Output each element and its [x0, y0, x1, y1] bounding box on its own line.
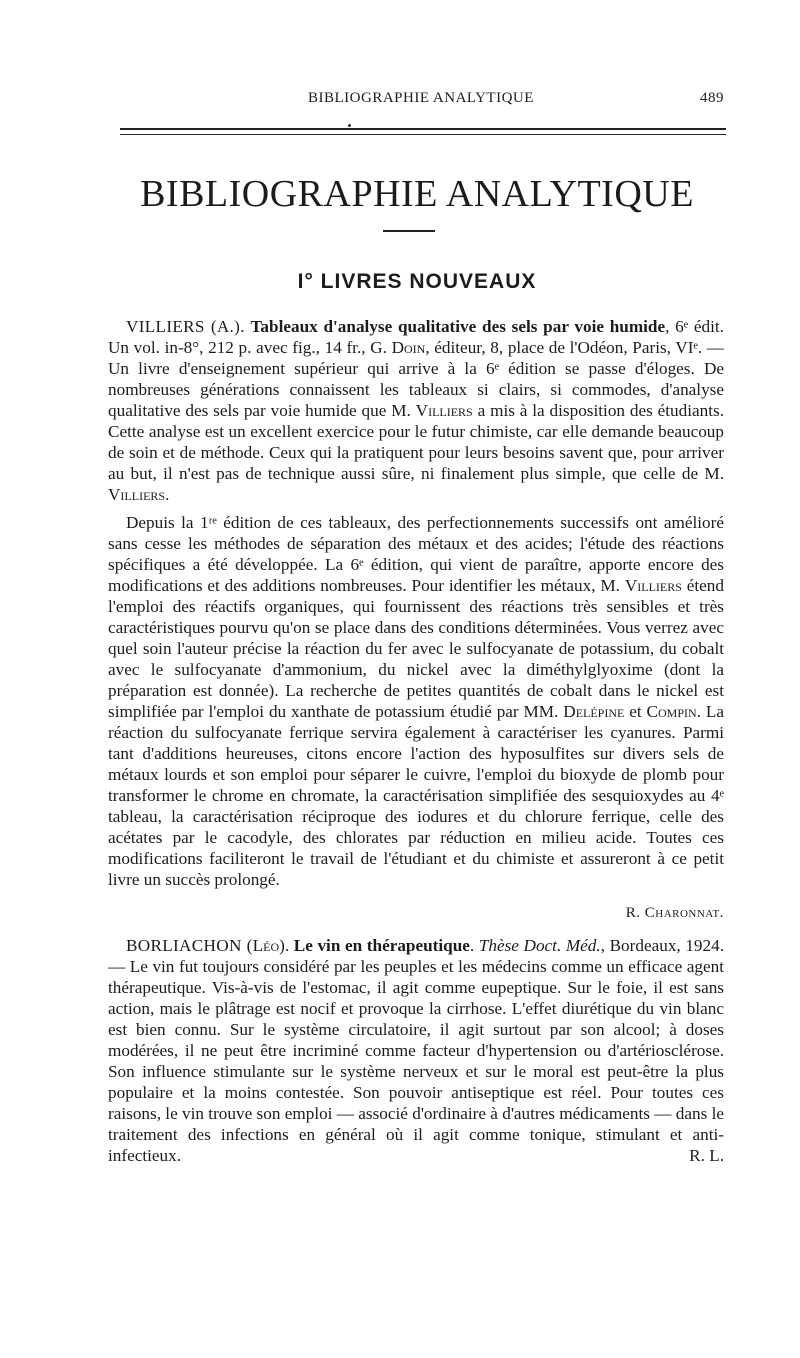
person-name: Delépine [563, 702, 625, 721]
section-title: I° LIVRES NOUVEAUX [297, 270, 537, 293]
rule-dot [348, 124, 351, 127]
entry-text: . La réaction du sulfocyanate ferrique servira également à caractériser les cyanures. Parmi tant d'additions heureuses, citons encore l'action des hyposulfites sur divers sels de métaux lourds et son emploi pour séparer le cuivre, l'emploi du bioxyde de plomb pour transformer le chrome en chromate, la caractérisation simplifiée des sesquioxydes au 4ᵉ tableau, la caractérisation réciproque des iodures et du chlorure ferrique, celle des acétates par le cacodyle, des chlorates par réduction en milieu acide. Toutes ces modifications faciliteront le travail de l'étudiant et du chimiste et assureront à ce petit livre un succès prolongé. [108, 702, 724, 889]
entry-text: et [624, 702, 647, 721]
entry-villiers [108, 316, 724, 505]
signature: R. L. [689, 1146, 724, 1165]
header-rule [120, 128, 726, 135]
entry-villiers-paragraph-2 [108, 512, 724, 890]
publisher-name: Doin [391, 338, 426, 357]
entry-title: Tableaux d'analyse qualitative des sels par voie humide [250, 317, 666, 336]
person-name: Villiers [415, 401, 473, 420]
person-name: Compin [646, 702, 697, 721]
author-first-name: Léo [252, 936, 280, 955]
entry-text: , Bordeaux, 1924. — Le vin fut toujours considéré par les peuples et les médecins comme un efficace agent thérapeutique. Vis-à-vis de l'estomac, il agit comme eupeptique. Sur le foie, il est sans action, mais le plâtrage est nocif et provoque la cirrhose. L'effet diurétique du vin blanc est bien connu. Sur le système circulatoire, il agit surtout par son alcool; à doses modérées, il ne peut être incriminé comme facteur d'hypertension ou d'artériosclérose. Son influence stimulante sur le système nerveux et sur le moral est peut-être la plus populaire et la moins contestée. Son pouvoir antiseptique est réel. Pour toutes ces raisons, le vin trouve son emploi — associé d'ordinaire à d'autres médicaments — dans le traitement des infections en général où il agit comme tonique, stimulant et anti-infectieux. [108, 936, 724, 1165]
person-name: Villiers [624, 576, 682, 595]
thesis-label: Thèse Doct. Méd. [478, 936, 601, 955]
entry-text: . [165, 485, 170, 504]
running-head [108, 90, 726, 110]
running-head-title: BIBLIOGRAPHIE ANALYTIQUE [308, 90, 534, 106]
entry-author: VILLIERS (A.). [126, 317, 245, 336]
entry-text: ). [279, 936, 290, 955]
title-rule [383, 230, 435, 232]
entry-author: BORLIACHON ( [126, 936, 253, 955]
entry-text: , 6ᵉ édit. Un vol. in-8°, 212 p. avec fig., 14 fr., G. [108, 317, 724, 357]
person-name: Villiers [108, 485, 166, 504]
entry-text: étend l'emploi des réactifs organiques, qui fournissent des réactions très sensibles et très caractéristiques pourvu qu'on se place dans des conditions déterminées. Vous verrez avec quel soin l'auteur précise la réaction du fer avec le sulfocyanate de potassium, du cobalt avec le sulfocyanate d'ammonium, du nickel avec la diméthylglyoxime (dont la préparation est donnée). La recherche de petites quantités de cobalt dans le nickel est simplifiée par l'emploi du xanthate de potassium étudié par MM. [108, 576, 724, 721]
entry-title: Le vin en thérapeutique [293, 936, 470, 955]
entry-text: a mis à la disposition des étudiants. Cette analyse est un excellent exercice pour le futur chimiste, car elle demande beaucoup de soin et de méthode. Ceux qui la pratiquent pour leurs besoins savent que, pour arriver au but, il n'est pas de technique aussi sûre, ni finalement plus simple, que celle de M. [108, 401, 724, 483]
entry-text: , éditeur, 8, place de l'Odéon, Paris, VIᵉ. — Un livre d'enseignement supérieur qui arrive à la 6ᵉ édition se passe d'éloges. De nombreuses générations connaissent les tableaux si clairs, si commodes, d'analyse qualitative des sels par voie humide que M. [108, 338, 724, 420]
signature: R. Charonnat. [625, 905, 724, 921]
entry-text: Depuis la 1ʳᵉ édition de ces tableaux, des perfectionnements successifs ont amélioré sans cesse les méthodes de séparation des métaux et des acides; l'étude des réactions spécifiques a été développée. La 6ᵉ édition, qui vient de paraître, apporte encore des modifications et des additions nombreuses. Pour identifier les métaux, M. [108, 513, 724, 595]
page-number: 489 [700, 90, 724, 106]
main-title: BIBLIOGRAPHIE ANALYTIQUE [140, 173, 694, 215]
entry-borliachon: BORLIACHON (Léo). Le vin en thérapeutique. Thèse Doct. Méd., Bordeaux, 1924. — Le vin fut toujours considéré par les peuples et les médecins comme un efficace agent thérapeutique. Vis-à-vis de l'estomac, il agit comme eupeptique. Sur le foie, il est sans action, mais le plâtrage est nocif et provoque la cirrhose. L'effet diurétique du vin blanc est bien connu. Sur le système circulatoire, il agit surtout par son alcool; à doses modérées, il ne peut être incriminé comme facteur d'hypertension ou d'artériosclérose. Son influence stimulante sur le système nerveux et sur le moral est peut-être la plus populaire et la moins contestée. Son pouvoir antiseptique est réel. Pour toutes ces raisons, le vin trouve son emploi — associé d'ordinaire à d'autres médicaments — dans le traitement des infections en général où il agit comme tonique, stimulant et anti-infectieux. R. L. [108, 936, 724, 1165]
